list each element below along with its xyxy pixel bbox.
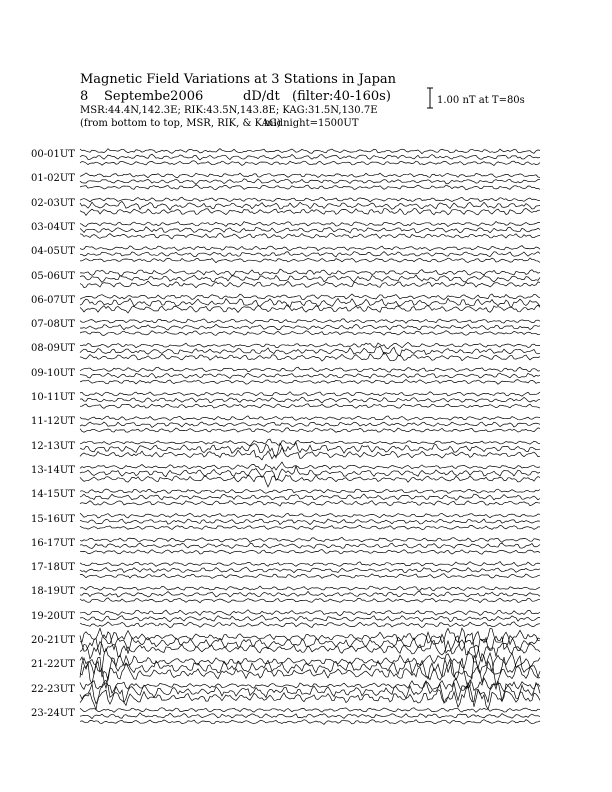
- trace-msr: [80, 185, 540, 190]
- trace-kag: [80, 562, 540, 567]
- trace-rik: [80, 567, 540, 573]
- chart-title: Magnetic Field Variations at 3 Stations in Japan: [80, 72, 397, 87]
- hour-label: 02-03UT: [31, 197, 75, 209]
- stations-label: MSR:44.4N,142.3E; RIK:43.5N,143.8E; KAG:31.5N,130.7E: [80, 105, 378, 116]
- scale-label: 1.00 nT at T=80s: [437, 95, 525, 106]
- hour-label: 22-23UT: [31, 683, 75, 695]
- hour-label: 18-19UT: [31, 586, 75, 598]
- midnight-label: midnight=1500UT: [264, 118, 359, 129]
- trace-msr: [80, 550, 540, 555]
- trace-msr: [80, 598, 540, 603]
- trace-msr: [80, 501, 540, 506]
- component-label: dD/dt: [243, 89, 280, 104]
- trace-rik: [80, 494, 540, 500]
- trace-kag: [80, 246, 540, 251]
- trace-kag: [80, 197, 540, 202]
- trace-kag: [80, 628, 540, 644]
- trace-kag: [80, 294, 540, 300]
- trace-kag: [80, 489, 540, 493]
- hour-label: 15-16UT: [31, 513, 75, 525]
- trace-kag: [80, 319, 540, 324]
- trace-kag: [80, 708, 540, 713]
- trace-msr: [80, 622, 540, 628]
- trace-kag: [80, 416, 540, 421]
- trace-rik: [80, 179, 540, 185]
- trace-msr: [80, 720, 540, 725]
- trace-rik: [80, 422, 540, 428]
- trace-rik: [80, 543, 540, 549]
- trace-rik: [80, 275, 540, 283]
- trace-msr: [80, 428, 540, 432]
- trace-msr: [80, 380, 540, 385]
- trace-rik: [80, 713, 540, 719]
- trace-kag: [80, 586, 540, 591]
- scale-bar: [427, 88, 433, 108]
- trace-msr: [80, 233, 540, 239]
- hour-label: 10-11UT: [31, 392, 75, 403]
- trace-kag: [80, 173, 540, 178]
- hour-label: 23-24UT: [31, 707, 75, 719]
- hour-label: 07-08UT: [31, 319, 75, 331]
- trace-rik: [80, 298, 540, 307]
- traces: [80, 149, 540, 725]
- trace-rik: [80, 680, 540, 707]
- day-label: 8: [80, 89, 89, 104]
- hour-label: 12-13UT: [31, 440, 75, 452]
- trace-rik: [80, 373, 540, 378]
- trace-kag: [80, 537, 540, 542]
- trace-msr: [80, 574, 540, 579]
- trace-msr: [80, 281, 540, 288]
- trace-rik: [80, 324, 540, 330]
- hour-label: 21-22UT: [31, 659, 75, 671]
- hour-label: 11-12UT: [31, 416, 75, 428]
- trace-kag: [80, 367, 540, 372]
- trace-rik: [80, 615, 540, 622]
- hour-label: 20-21UT: [31, 635, 75, 646]
- trace-msr: [80, 659, 540, 688]
- trace-msr: [80, 685, 540, 709]
- trace-rik: [80, 346, 540, 356]
- trace-rik: [80, 154, 540, 160]
- trace-msr: [80, 161, 540, 166]
- hour-label: 00-01UT: [31, 149, 75, 160]
- trace-kag: [80, 149, 540, 154]
- trace-msr: [80, 331, 540, 336]
- trace-rik: [80, 202, 540, 210]
- trace-msr: [80, 475, 540, 487]
- trace-msr: [80, 208, 540, 215]
- hour-label: 16-17UT: [31, 537, 75, 549]
- trace-kag: [80, 513, 540, 518]
- hour-label: 06-07UT: [31, 294, 75, 306]
- trace-kag: [80, 392, 540, 397]
- hour-label: 09-10UT: [31, 367, 75, 379]
- hour-label: 03-04UT: [31, 221, 75, 233]
- order-note: (from bottom to top, MSR, RIK, & KAG): [80, 118, 281, 129]
- hour-label: 14-15UT: [31, 489, 75, 501]
- trace-msr: [80, 525, 540, 529]
- trace-rik: [80, 252, 540, 257]
- hour-label: 08-09UT: [31, 343, 75, 355]
- trace-kag: [80, 269, 540, 276]
- hour-label: 19-20UT: [31, 610, 75, 622]
- trace-kag: [80, 342, 540, 348]
- hour-label: 13-14UT: [31, 464, 75, 476]
- trace-rik: [80, 227, 540, 233]
- trace-msr: [80, 404, 540, 409]
- trace-rik: [80, 591, 540, 597]
- month-year-label: Septembe2006: [104, 89, 204, 104]
- trace-rik: [80, 519, 540, 525]
- hour-label: 05-06UT: [31, 270, 75, 282]
- trace-kag: [80, 462, 540, 470]
- trace-kag: [80, 610, 540, 616]
- trace-rik: [80, 397, 540, 403]
- filter-label: (filter:40-160s): [292, 89, 391, 104]
- hour-label: 01-02UT: [31, 173, 75, 185]
- trace-msr: [80, 258, 540, 263]
- hour-label: 17-18UT: [31, 562, 75, 574]
- trace-kag: [80, 222, 540, 227]
- hour-label: 04-05UT: [31, 246, 75, 258]
